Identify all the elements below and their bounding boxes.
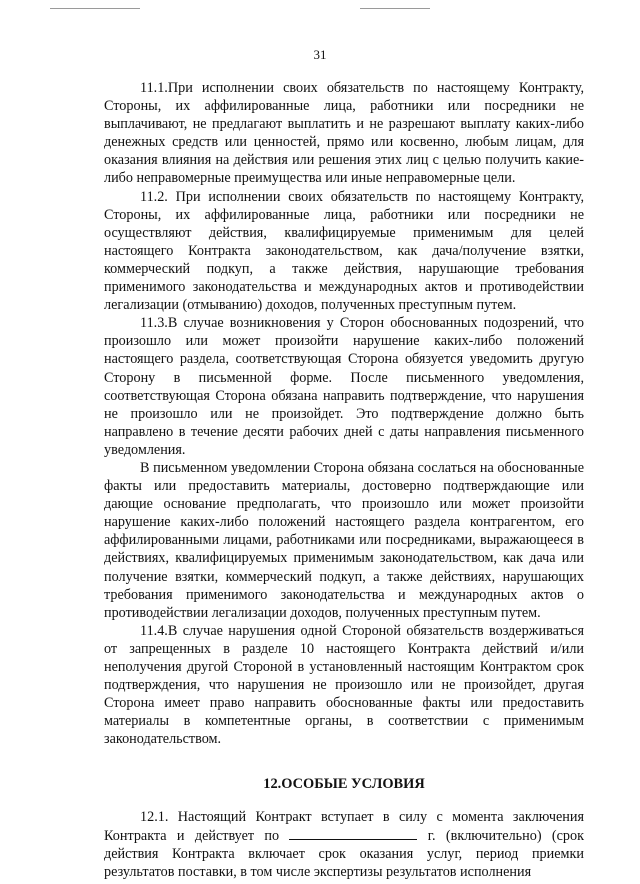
clause-11-3: 11.3.В случае возникновения у Сторон обоснованных подозрений, что произошло или может произойти нарушение каких-либо положений настоящего раздела, соответствующая Сторона обязуется уведомить другую Сторону в письменной форме. После письменного уведомления, соответствующая Сторона обязана направить подтверждение, что нарушения не произошло или не произойдет. Это подтверждение должно быть направлено в течение десяти рабочих дней с даты направления письменного уведомления. xyxy=(104,315,584,458)
document-body xyxy=(104,79,584,881)
clause-11-3-notice: В письменном уведомлении Сторона обязана сослаться на обоснованные факты или предоставить материалы, достоверно подтверждающие или дающие основание предполагать, что произошло или может произойти нарушение каких-либо положений настоящего раздела контрагентом, его аффилированными лицами, работниками или посредниками, выражающееся в действиях, квалифицируемых применимым законодательством, как дача или получение взятки, коммерческий подкуп, а также действиях, нарушающих требования применимого законодательства и международных актов о противодействии легализации доходов, полученных преступным путем. xyxy=(104,459,584,621)
clause-12-1 xyxy=(104,808,584,881)
clause-11-2: 11.2. При исполнении своих обязательств по настоящему Контракту, Стороны, их аффилированные лица, работники или посредники не осуществляют действия, квалифицируемые применимым для целей настоящего Контракта законодательством, как дача/получение взятки, коммерческий подкуп, а также действия, нарушающие требования применимого законодательства и международных актов и противодействии легализации (отмыванию) доходов, полученных преступным путем. xyxy=(104,188,584,314)
clause-11-4: 11.4.В случае нарушения одной Стороной обязательств воздерживаться от запрещенных в разделе 10 настоящего Контракта действий и/или неполучения другой Стороной в установленный настоящим Контрактом срок подтверждения, что нарушения не произошло или не произойдет, другая Сторона имеет право направить обоснованные факты или предоставить материалы в компетентные органы, в соответствии с применимым законодательством. xyxy=(104,622,584,748)
page-number: 31 xyxy=(313,47,327,62)
clause-12-1-text-start: 12.1. Настоящий Контракт вступает в силу с момента заключения Контракта и действует по xyxy=(104,808,584,844)
scan-edge-mark-right xyxy=(360,8,430,9)
scan-edge-mark-left xyxy=(50,8,140,9)
clause-12-1-text-end: г. (включительно) (срок действия Контракта включает срок оказания услуг, период приемки результатов поставки, в том числе экспертизы результатов исполнения xyxy=(104,827,584,880)
section-heading: 12.ОСОБЫЕ УСЛОВИЯ xyxy=(263,776,425,793)
clause-11-1: 11.1.При исполнении своих обязательств по настоящему Контракту, Стороны, их аффилированные лица, работники или посредники не выплачивают, не предлагают выплатить и не разрешают выплату каких-либо денежных средств или ценностей, прямо или косвенно, любым лицам, для оказания влияния на действия или решения этих лиц с целью получить какие-либо неправомерные преимущества или иные неправомерные цели. xyxy=(104,80,584,187)
date-blank-line xyxy=(289,826,417,840)
